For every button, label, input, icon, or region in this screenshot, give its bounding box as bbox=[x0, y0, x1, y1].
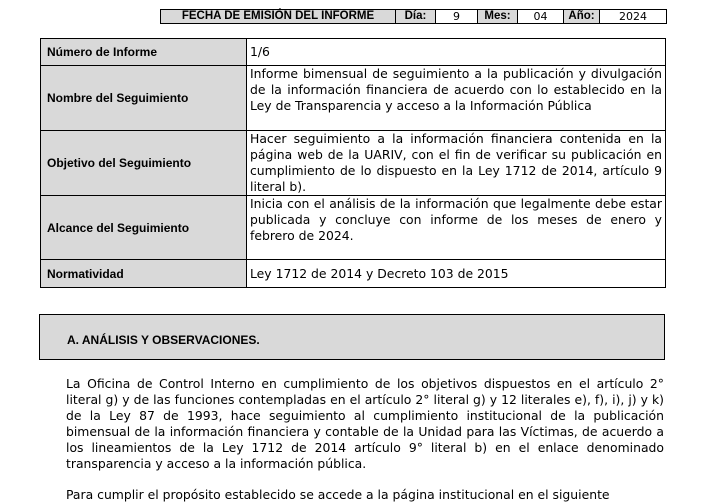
day-value: 9 bbox=[436, 10, 478, 24]
body-paragraph: La Oficina de Control Interno en cumplimiento de los objetivos dispuestos en el artículo 2° literal g) y de las funciones contempladas en el artículo 2° literal g) y 12 literales e), f), i), j) y k) de la Ley 87 de 1993, hace seguimiento al cumplimiento institucional de la publicación bimensual de la información financiera y contable de la Unidad para las Víctimas, de acuerdo a los lineamientos de la Ley 1712 de 2014 artículo 9° literal b) en el enlace denominado transparencia y acceso a la información pública. bbox=[66, 376, 664, 471]
year-label: Año: bbox=[564, 10, 600, 24]
day-label: Día: bbox=[396, 10, 436, 24]
body-paragraph: Para cumplir el propósito establecido se accede a la página institucional en el siguiente bbox=[66, 487, 610, 502]
section-title: A. ANÁLISIS Y OBSERVACIONES. bbox=[67, 333, 260, 347]
row-value: Ley 1712 de 2014 y Decreto 103 de 2015 bbox=[247, 260, 666, 288]
report-date-label: FECHA DE EMISIÓN DEL INFORME bbox=[161, 10, 396, 24]
month-value: 04 bbox=[518, 10, 564, 24]
report-info-table bbox=[40, 38, 666, 288]
row-label: Objetivo del Seguimiento bbox=[41, 131, 247, 196]
row-label: Normatividad bbox=[41, 260, 247, 288]
row-label: Número de Informe bbox=[41, 39, 247, 66]
report-date-bar bbox=[160, 9, 667, 24]
table-row bbox=[41, 66, 666, 131]
year-value: 2024 bbox=[600, 10, 667, 24]
section-heading bbox=[39, 314, 665, 360]
row-label: Nombre del Seguimiento bbox=[41, 66, 247, 131]
row-value: Inicia con el análisis de la información que legalmente debe estar publicada y concluye con informe de los meses de enero y febrero de 2024. bbox=[247, 196, 666, 260]
table-row bbox=[41, 260, 666, 288]
table-row bbox=[41, 39, 666, 66]
row-value: Hacer seguimiento a la información financiera contenida en la página web de la UARIV, con el fin de verificar su publicación en cumplimiento de lo dispuesto en la Ley 1712 de 2014, artículo 9 literal b). bbox=[247, 131, 666, 196]
table-row bbox=[41, 196, 666, 260]
row-value: Informe bimensual de seguimiento a la publicación y divulgación de la información financiera de acuerdo con lo establecido en la Ley de Transparencia y acceso a la Información Pública bbox=[247, 66, 666, 131]
table-row bbox=[41, 131, 666, 196]
row-label: Alcance del Seguimiento bbox=[41, 196, 247, 260]
row-value: 1/6 bbox=[247, 39, 666, 66]
month-label: Mes: bbox=[478, 10, 518, 24]
